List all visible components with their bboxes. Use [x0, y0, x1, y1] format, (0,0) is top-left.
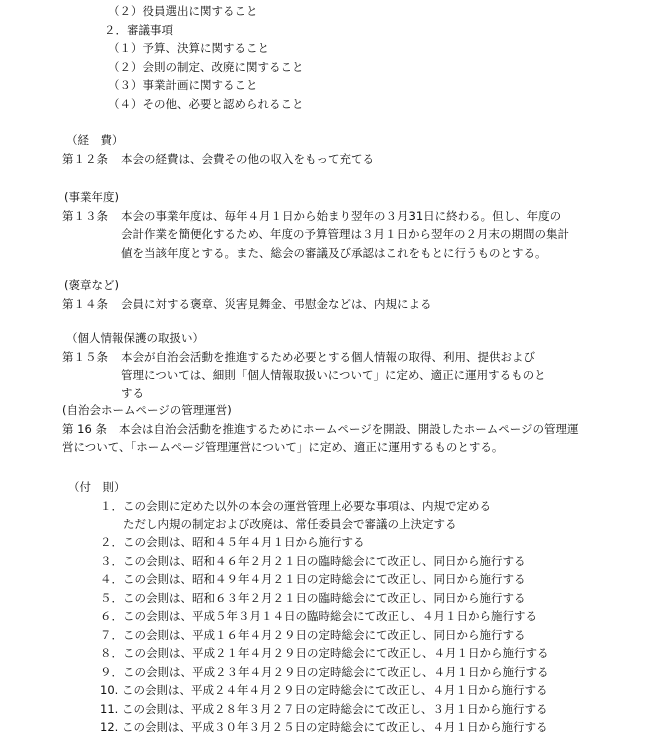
article16-text: 営について、「ホームページ管理運営について」に定め、適正に運用するものとする。: [62, 440, 504, 454]
article16-heading: (自治会ホームページの管理運営): [62, 403, 232, 417]
article15-text: 本会が自治会活動を推進するため必要とする個人情報の取得、利用、提供および: [121, 350, 535, 364]
supplementary-item: 11. この会則は、平成２８年３月２７日の定時総会にて改正し、３月１日から施行する: [100, 702, 548, 716]
article13-heading: (事業年度): [64, 190, 119, 204]
article14-label: 第１４条: [62, 297, 108, 311]
article14-text: 会員に対する褒章、災害見舞金、弔慰金などは、内規による: [121, 297, 432, 311]
article11-item: （１）予算、決算に関すること: [108, 41, 269, 55]
supplementary-item: ５．この会則は、昭和６３年２月２１日の臨時総会にて改正し、同日から施行する: [100, 591, 526, 605]
article12-text: 本会の経費は、会費その他の収入をもって充てる: [121, 152, 374, 166]
article15-heading: （個人情報保護の取扱い）: [66, 331, 204, 345]
article11-item: （３）事業計画に関すること: [108, 78, 258, 92]
supplementary-item: ただし内規の制定および改廃は、常任委員会で審議の上決定する: [100, 517, 457, 531]
article13-text: 値を当該年度とする。また、総会の審議及び承認はこれをもとに行うものとする。: [121, 246, 547, 260]
article13-label: 第１３条: [62, 209, 108, 223]
supplementary-item: ９．この会則は、平成２３年４月２９日の定時総会にて改正し、４月１日から施行する: [100, 665, 549, 679]
supplementary-item: １．この会則に定めた以外の本会の運営管理上必要な事項は、内規で定める: [100, 499, 491, 513]
article11-item: （２）役員選出に関すること: [108, 4, 258, 18]
article12-heading: （経 費）: [66, 133, 124, 147]
supplementary-item: ２．この会則は、昭和４５年４月１日から施行する: [100, 535, 365, 549]
article15-text: 管理については、細則「個人情報取扱いについて」に定め、適正に運用するものと: [121, 368, 546, 382]
article11-item: （４）その他、必要と認められること: [108, 97, 304, 111]
article14-heading: (褒章など): [64, 278, 119, 292]
supplementary-item: ４．この会則は、昭和４９年４月２１日の定時総会にて改正し、同日から施行する: [100, 572, 526, 586]
supplementary-item: ６．この会則は、平成５年３月１４日の臨時総会にて改正し、４月１日から施行する: [100, 609, 537, 623]
supplementary-item: 12. この会則は、平成３０年３月２５日の定時総会にて改正し、４月１日から施行する: [100, 720, 548, 734]
supplementary-item: ８．この会則は、平成２１年４月２９日の定時総会にて改正し、４月１日から施行する: [100, 646, 549, 660]
supplementary-heading: （付 則）: [68, 480, 126, 494]
article11-subheading: ２．審議事項: [104, 23, 173, 37]
article16-label: 第 16 条: [62, 422, 107, 436]
article15-label: 第１５条: [62, 350, 108, 364]
supplementary-item: ３．この会則は、昭和４６年２月２１日の臨時総会にて改正し、同日から施行する: [100, 554, 526, 568]
article16-text: 本会は自治会活動を推進するためにホームページを開設、開設したホームページの管理運: [119, 422, 579, 436]
article13-text: 会計作業を簡便化するため、年度の予算管理は３月１日から翌年の２月末の期間の集計: [121, 227, 570, 241]
article12-label: 第１２条: [62, 152, 108, 166]
article15-text: する: [121, 386, 144, 400]
article13-text: 本会の事業年度は、毎年４月１日から始まり翌年の３月31日に終わる。但し、年度の: [121, 209, 562, 223]
supplementary-item: ７．この会則は、平成１６年４月２９日の定時総会にて改正し、同日から施行する: [100, 628, 526, 642]
article11-item: （２）会則の制定、改廃に関すること: [108, 60, 304, 74]
supplementary-item: 10. この会則は、平成２４年４月２９日の定時総会にて改正し、４月１日から施行する: [100, 683, 548, 697]
